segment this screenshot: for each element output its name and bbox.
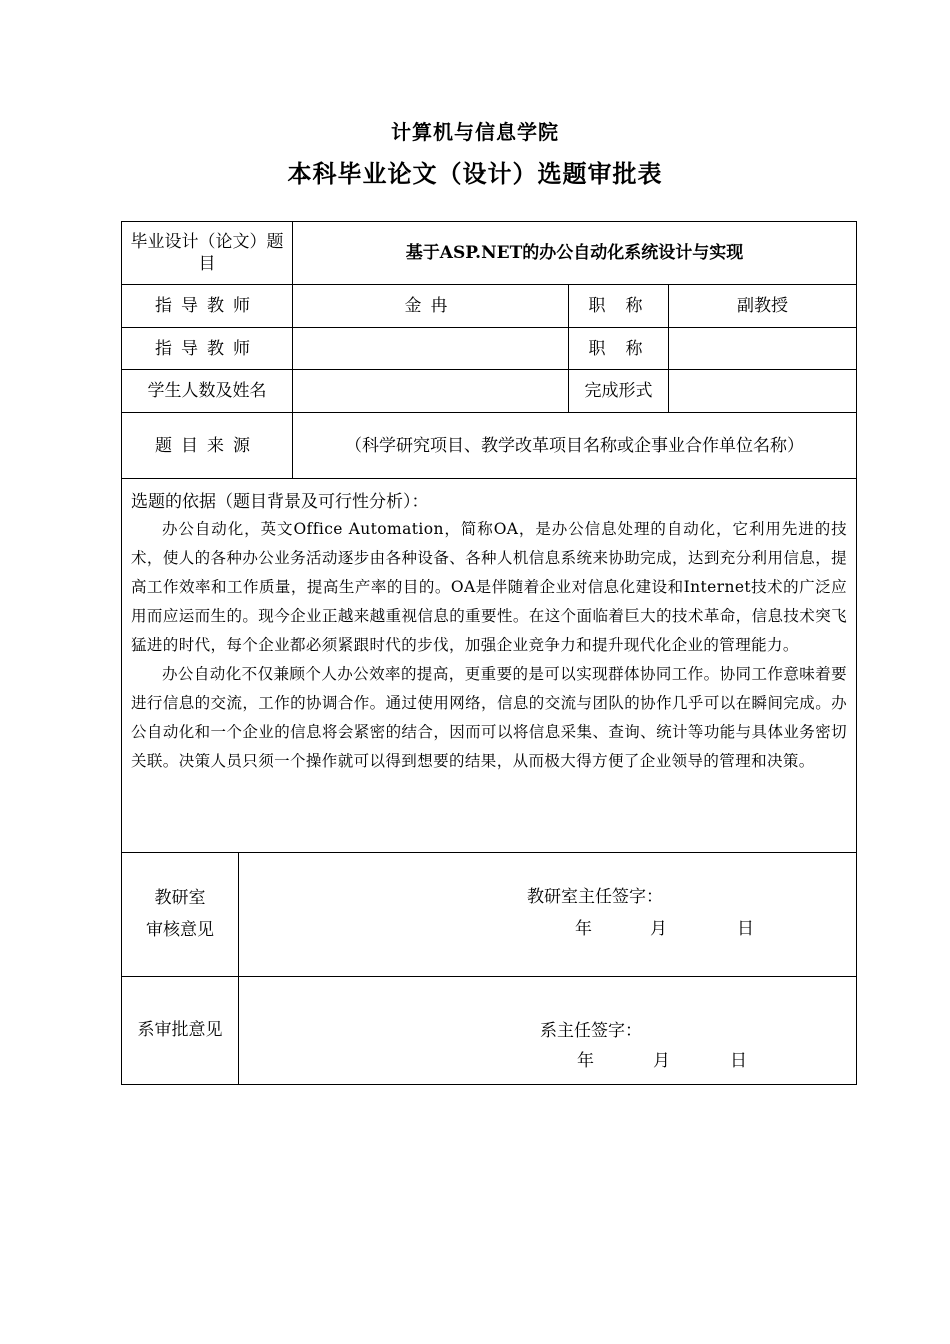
college-name: 计算机与信息学院 bbox=[391, 120, 559, 144]
form-title: 本科毕业论文（设计）选题审批表 bbox=[287, 159, 663, 188]
advisor1-title-label: 职称 bbox=[569, 285, 669, 328]
source-value: （科学研究项目、教学改革项目名称或企事业合作单位名称） bbox=[293, 413, 857, 479]
dept-review-row bbox=[122, 976, 857, 1084]
advisor2-name bbox=[293, 328, 569, 370]
completion-value bbox=[669, 370, 857, 413]
basis-paragraph-1: 办公自动化，英文Office Automation，简称OA，是办公信息处理的自动化，它利用先进的技术，使人的各种办公业务活动逐步由各种设备、各种人机信息系统来协助完成，达到充分利用信息，提高工作效率和工作质量，提高生产率的目的。OA是伴随着企业对信息化建设和Internet技术的广泛应用而应运而生的。现今企业正越来越重视信息的重要性。在这个面临着巨大的技术革命，信息技术突飞猛进的时代，每个企业都必须紧跟时代的步伐，加强企业竞争力和提升现代化企业的管理能力。 bbox=[131, 520, 848, 654]
advisor1-title-value: 副教授 bbox=[669, 285, 857, 328]
office-date-year: 年 bbox=[575, 919, 592, 939]
advisor1-name: 金冉 bbox=[293, 285, 569, 328]
topic-label bbox=[122, 222, 293, 285]
office-review-label bbox=[122, 853, 239, 976]
dept-review-body bbox=[239, 976, 857, 1084]
office-review-label-line1: 教研室 bbox=[154, 888, 206, 909]
form-table-top bbox=[121, 221, 857, 853]
dept-date-year: 年 bbox=[577, 1050, 594, 1071]
office-signature-label: 教研室主任签字： bbox=[527, 887, 663, 907]
completion-label: 完成形式 bbox=[569, 370, 669, 413]
advisor2-title-label: 职称 bbox=[569, 328, 669, 370]
advisor2-title-value bbox=[669, 328, 857, 370]
dept-date-month: 月 bbox=[653, 1050, 670, 1071]
dept-review-label: 系审批意见 bbox=[122, 976, 239, 1084]
advisor2-row bbox=[122, 328, 857, 370]
topic-row bbox=[122, 222, 857, 285]
advisor1-row bbox=[122, 285, 857, 328]
basis-heading: 选题的依据（题目背景及可行性分析）： bbox=[131, 492, 429, 512]
approval-form bbox=[121, 221, 856, 1085]
office-date-day: 日 bbox=[737, 919, 754, 939]
students-label: 学生人数及姓名 bbox=[122, 370, 293, 413]
basis-row bbox=[122, 479, 857, 853]
students-value bbox=[293, 370, 569, 413]
source-row bbox=[122, 413, 857, 479]
form-table-review bbox=[121, 853, 857, 1085]
office-date-month: 月 bbox=[650, 919, 667, 939]
topic-value: 基于ASP.NET的办公自动化系统设计与实现 bbox=[293, 222, 857, 285]
dept-date-day: 日 bbox=[730, 1050, 747, 1071]
advisor2-label: 指导教师 bbox=[122, 328, 293, 370]
advisor1-label: 指导教师 bbox=[122, 285, 293, 328]
source-label: 题目来源 bbox=[122, 413, 293, 479]
office-review-row bbox=[122, 853, 857, 976]
office-review-label-line2: 审核意见 bbox=[146, 920, 214, 941]
dept-signature-label: 系主任签字： bbox=[540, 1020, 642, 1041]
topic-label-text: 毕业设计（论文）题目 bbox=[130, 232, 284, 274]
students-row bbox=[122, 370, 857, 413]
basis-cell bbox=[122, 479, 857, 853]
office-review-body bbox=[239, 853, 857, 976]
basis-paragraph-2: 办公自动化不仅兼顾个人办公效率的提高，更重要的是可以实现群体协同工作。协同工作意味着要进行信息的交流，工作的协调合作。通过使用网络，信息的交流与团队的协作几乎可以在瞬间完成。办公自动化和一个企业的信息将会紧密的结合，因而可以将信息采集、查询、统计等功能与具体业务密切关联。决策人员只须一个操作就可以得到想要的结果，从而极大得方便了企业领导的管理和决策。 bbox=[131, 665, 848, 770]
